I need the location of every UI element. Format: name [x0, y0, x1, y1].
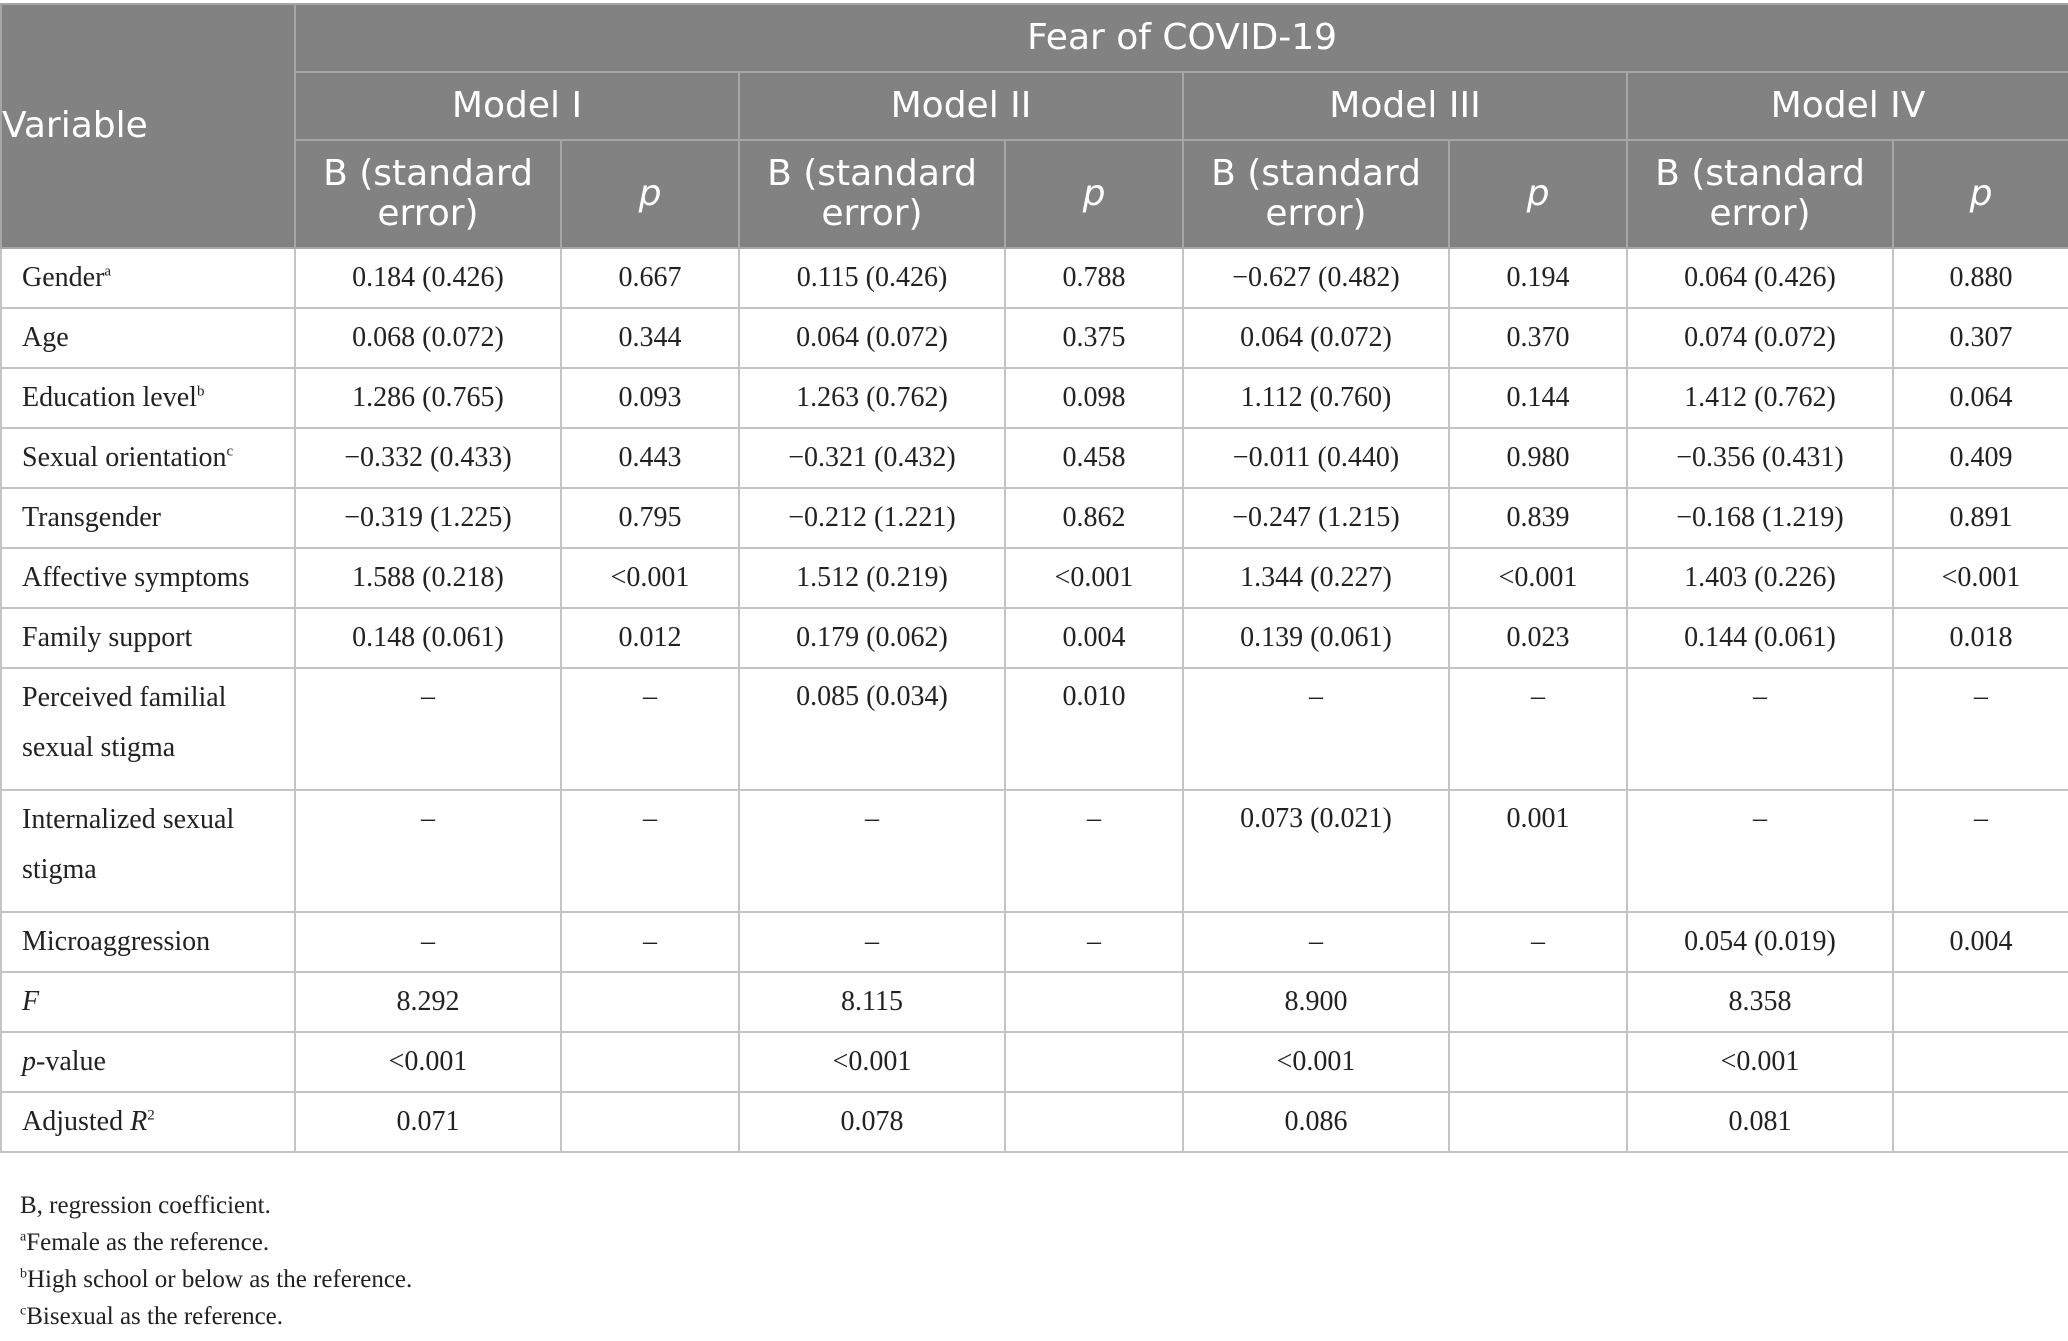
cell: −0.356 (0.431) [1627, 428, 1893, 488]
cell: 0.064 (0.426) [1627, 248, 1893, 308]
row-label-text: Sexual orientation [22, 442, 227, 473]
regression-table [0, 3, 2068, 1153]
cell: 0.064 [1893, 368, 2068, 428]
cell: 0.862 [1005, 488, 1183, 548]
cell: 0.071 [295, 1092, 561, 1152]
cell: 8.358 [1627, 972, 1893, 1032]
row-label [1, 912, 295, 972]
cell: 0.880 [1893, 248, 2068, 308]
footnote-marker: c [20, 1303, 27, 1319]
cell: – [295, 912, 561, 972]
cell: 1.512 (0.219) [739, 548, 1005, 608]
cell: 0.074 (0.072) [1627, 308, 1893, 368]
cell-empty [1005, 1092, 1183, 1152]
cell: −0.627 (0.482) [1183, 248, 1449, 308]
cell: 0.010 [1005, 668, 1183, 790]
b-se-header: B (standard error) [1183, 140, 1449, 248]
row-label-text: Microaggression [22, 926, 211, 957]
cell: 0.012 [561, 608, 739, 668]
table-footnotes [20, 1187, 412, 1335]
cell: 0.375 [1005, 308, 1183, 368]
footnote-marker: b [20, 1266, 27, 1282]
cell: 1.263 (0.762) [739, 368, 1005, 428]
row-label [1, 608, 295, 668]
row-label-text: F [22, 986, 40, 1017]
footnote-marker: a [20, 1229, 27, 1245]
cell-empty [1893, 972, 2068, 1032]
cell: – [561, 790, 739, 912]
table-header [1, 4, 2068, 248]
footnote-b [20, 1261, 412, 1298]
cell: 0.004 [1893, 912, 2068, 972]
cell: 0.370 [1449, 308, 1627, 368]
cell: −0.247 (1.215) [1183, 488, 1449, 548]
stat-row [1, 1032, 2068, 1092]
stat-row [1, 1092, 2068, 1152]
cell: 1.112 (0.760) [1183, 368, 1449, 428]
cell-empty [1005, 1032, 1183, 1092]
cell: 0.184 (0.426) [295, 248, 561, 308]
cell: – [561, 668, 739, 790]
cell: – [739, 790, 1005, 912]
model-4-header: Model IV [1627, 72, 2068, 140]
cell: – [1893, 668, 2068, 790]
cell: 0.194 [1449, 248, 1627, 308]
row-label-text: Adjusted [22, 1106, 131, 1137]
row-label [1, 668, 295, 790]
cell: 0.148 (0.061) [295, 608, 561, 668]
p-header: p [1449, 140, 1627, 248]
cell: <0.001 [1005, 548, 1183, 608]
table-row [1, 428, 2068, 488]
cell: – [1627, 668, 1893, 790]
footnote-b-definition: B, regression coefficient. [20, 1192, 271, 1219]
table-row [1, 248, 2068, 308]
cell: 0.001 [1449, 790, 1627, 912]
cell: 0.307 [1893, 308, 2068, 368]
row-label-text: p [22, 1046, 36, 1077]
cell: 0.078 [739, 1092, 1005, 1152]
cell: <0.001 [561, 548, 739, 608]
cell: 0.064 (0.072) [1183, 308, 1449, 368]
cell: 0.115 (0.426) [739, 248, 1005, 308]
cell: −0.321 (0.432) [739, 428, 1005, 488]
model-1-header: Model I [295, 72, 739, 140]
row-label-text: Education level [22, 382, 197, 413]
footnote-c [20, 1298, 412, 1335]
row-label [1, 308, 295, 368]
row-label-suffix: -value [36, 1046, 106, 1077]
cell: 0.081 [1627, 1092, 1893, 1152]
row-label [1, 790, 295, 912]
cell: – [1627, 790, 1893, 912]
cell: 0.073 (0.021) [1183, 790, 1449, 912]
table-row [1, 912, 2068, 972]
row-label [1, 248, 295, 308]
footnote-marker: a [104, 263, 112, 280]
cell: 0.179 (0.062) [739, 608, 1005, 668]
cell: 0.788 [1005, 248, 1183, 308]
footnote-marker: b [196, 383, 205, 400]
cell: – [561, 912, 739, 972]
cell: <0.001 [1183, 1032, 1449, 1092]
cell: −0.011 (0.440) [1183, 428, 1449, 488]
p-header: p [1005, 140, 1183, 248]
row-label [1, 548, 295, 608]
cell: 0.068 (0.072) [295, 308, 561, 368]
cell: 1.344 (0.227) [1183, 548, 1449, 608]
cell: 1.588 (0.218) [295, 548, 561, 608]
p-header: p [1893, 140, 2068, 248]
table-row [1, 668, 2068, 790]
cell-empty [1449, 1032, 1627, 1092]
cell-empty [561, 972, 739, 1032]
model-2-header: Model II [739, 72, 1183, 140]
cell: <0.001 [739, 1032, 1005, 1092]
cell: 1.286 (0.765) [295, 368, 561, 428]
row-label-text: Age [22, 322, 69, 353]
table-row [1, 368, 2068, 428]
row-label [1, 972, 295, 1032]
cell: 0.064 (0.072) [739, 308, 1005, 368]
cell-empty [1893, 1032, 2068, 1092]
cell-empty [561, 1092, 739, 1152]
cell: 0.139 (0.061) [1183, 608, 1449, 668]
cell: 0.891 [1893, 488, 2068, 548]
cell: 0.086 [1183, 1092, 1449, 1152]
row-label-text: Transgender [22, 502, 161, 533]
p-header: p [561, 140, 739, 248]
row-label [1, 428, 295, 488]
cell: 0.018 [1893, 608, 2068, 668]
b-se-header: B (standard error) [739, 140, 1005, 248]
row-label-text: Family support [22, 622, 193, 653]
cell: −0.212 (1.221) [739, 488, 1005, 548]
cell: <0.001 [295, 1032, 561, 1092]
b-se-header: B (standard error) [295, 140, 561, 248]
cell-empty [1449, 972, 1627, 1032]
cell: – [1449, 912, 1627, 972]
fear-of-covid-header: Fear of COVID-19 [295, 4, 2068, 72]
table-body [1, 248, 2068, 1152]
cell: 0.144 (0.061) [1627, 608, 1893, 668]
cell: 8.292 [295, 972, 561, 1032]
cell: 0.839 [1449, 488, 1627, 548]
cell: 0.004 [1005, 608, 1183, 668]
cell-empty [1449, 1092, 1627, 1152]
cell: 0.795 [561, 488, 739, 548]
cell: 0.098 [1005, 368, 1183, 428]
cell: – [739, 912, 1005, 972]
table-row [1, 308, 2068, 368]
cell: 0.458 [1005, 428, 1183, 488]
cell: – [295, 668, 561, 790]
cell: 1.412 (0.762) [1627, 368, 1893, 428]
cell: 0.667 [561, 248, 739, 308]
cell: 0.443 [561, 428, 739, 488]
row-label [1, 368, 295, 428]
row-label-text: Perceived familial sexual stigma [22, 682, 227, 763]
cell: – [295, 790, 561, 912]
cell: – [1893, 790, 2068, 912]
cell: 0.409 [1893, 428, 2068, 488]
cell: 8.900 [1183, 972, 1449, 1032]
cell: −0.332 (0.433) [295, 428, 561, 488]
row-label [1, 1092, 295, 1152]
cell: – [1183, 668, 1449, 790]
cell: 8.115 [739, 972, 1005, 1032]
row-label-text: Gender [22, 262, 105, 293]
cell: <0.001 [1449, 548, 1627, 608]
stat-row [1, 972, 2068, 1032]
superscript: 2 [147, 1107, 155, 1124]
row-label [1, 488, 295, 548]
row-label-r: R [130, 1106, 148, 1137]
cell: <0.001 [1893, 548, 2068, 608]
model-3-header: Model III [1183, 72, 1627, 140]
variable-column-header: Variable [1, 4, 295, 248]
row-label-text: Internalized sexual stigma [22, 804, 235, 885]
cell: 0.344 [561, 308, 739, 368]
cell: 0.093 [561, 368, 739, 428]
cell: – [1183, 912, 1449, 972]
b-se-header: B (standard error) [1627, 140, 1893, 248]
row-label-text: Affective symptoms [22, 562, 250, 593]
footnote-text: High school or below as the reference. [27, 1266, 413, 1293]
cell: 0.023 [1449, 608, 1627, 668]
cell-empty [561, 1032, 739, 1092]
cell: – [1005, 912, 1183, 972]
cell-empty [1893, 1092, 2068, 1152]
table-row [1, 608, 2068, 668]
cell: 1.403 (0.226) [1627, 548, 1893, 608]
cell-empty [1005, 972, 1183, 1032]
table-row [1, 790, 2068, 912]
cell: 0.085 (0.034) [739, 668, 1005, 790]
table-row [1, 488, 2068, 548]
row-label [1, 1032, 295, 1092]
cell: – [1449, 668, 1627, 790]
footnote-a [20, 1224, 412, 1261]
table-row [1, 548, 2068, 608]
cell: <0.001 [1627, 1032, 1893, 1092]
footnote-text: Female as the reference. [26, 1229, 270, 1256]
cell: – [1005, 790, 1183, 912]
cell: −0.319 (1.225) [295, 488, 561, 548]
cell: 0.054 (0.019) [1627, 912, 1893, 972]
cell: 0.144 [1449, 368, 1627, 428]
cell: 0.980 [1449, 428, 1627, 488]
footnote-text: Bisexual as the reference. [26, 1303, 284, 1330]
cell: −0.168 (1.219) [1627, 488, 1893, 548]
footnote-marker: c [226, 443, 234, 460]
